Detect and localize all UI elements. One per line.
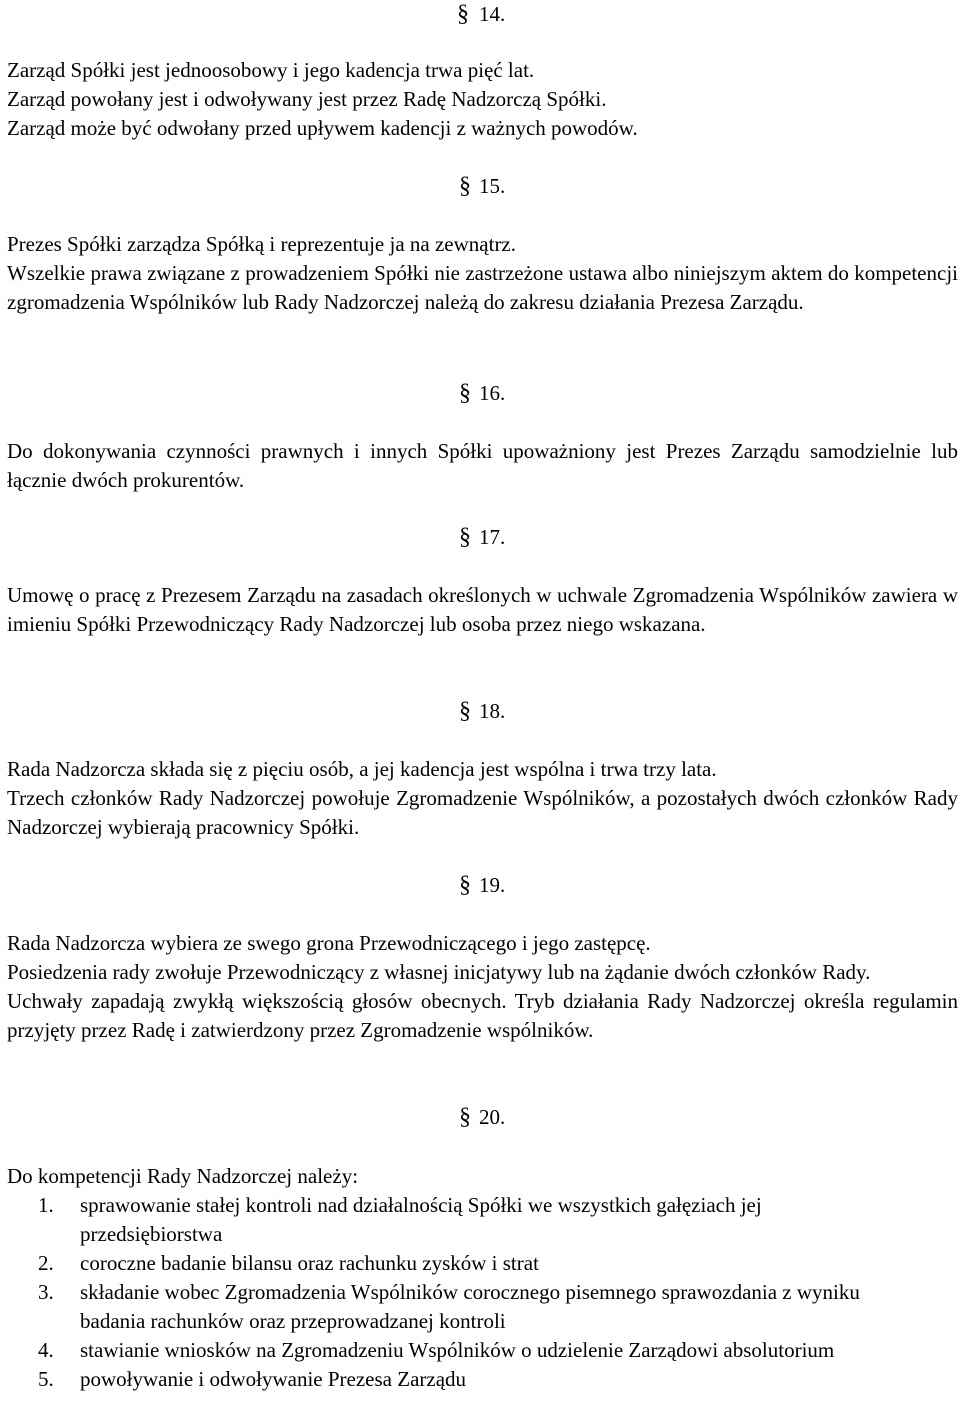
list-item-text: powoływanie i odwoływanie Prezesa Zarządu xyxy=(80,1367,467,1391)
paragraph: Uchwały zapadają zwykłą większością głosów obecnych. Tryb działania Rady Nadzorczej określa regulamin przyjęty przez Radę i zatwierdzony przez Zgromadzenie wspólników. xyxy=(7,989,958,1042)
section-17-text xyxy=(7,581,958,639)
section-symbol: § xyxy=(459,698,471,724)
list-item-text: stawianie wniosków na Zgromadzeniu Wspólników o udzielenie Zarządowi absolutorium xyxy=(80,1338,835,1362)
paragraph: Wszelkie prawa związane z prowadzeniem Spółki nie zastrzeżone ustawa albo niniejszym aktem do kompetencji zgromadzenia Wspólników lub Rady Nadzorczej należą do zakresu działania Prezesa Zarządu. xyxy=(7,261,958,314)
paragraph: Do dokonywania czynności prawnych i innych Spółki upoważniony jest Prezes Zarządu samodzielnie lub łącznie dwóch prokurentów. xyxy=(7,439,958,492)
list-item-text: coroczne badanie bilansu oraz rachunku zysków i strat xyxy=(80,1251,539,1275)
section-heading-18 xyxy=(0,697,960,726)
section-number: 14. xyxy=(479,2,506,26)
list-item-number: 5. xyxy=(38,1367,54,1391)
paragraph: Prezes Spółki zarządza Spółką i reprezentuje ja na zewnątrz. xyxy=(7,232,517,256)
section-heading-16 xyxy=(0,379,960,408)
paragraph: Zarząd Spółki jest jednoosobowy i jego kadencja trwa pięć lat. xyxy=(7,58,535,82)
section-number: 16. xyxy=(479,381,506,405)
paragraph: Rada Nadzorcza składa się z pięciu osób, a jej kadencja jest wspólna i trwa trzy lata. xyxy=(7,757,717,781)
list-item-number: 3. xyxy=(38,1280,54,1304)
section-heading-20 xyxy=(0,1103,960,1132)
list-item xyxy=(7,1336,907,1365)
section-symbol: § xyxy=(459,1104,471,1130)
section-20-text xyxy=(7,1162,958,1191)
section-symbol: § xyxy=(459,524,471,550)
paragraph: Zarząd powołany jest i odwoływany jest przez Radę Nadzorczą Spółki. xyxy=(7,87,607,111)
list-item-number: 1. xyxy=(38,1193,54,1217)
section-number: 15. xyxy=(479,174,506,198)
paragraph: Zarząd może być odwołany przed upływem kadencji z ważnych powodów. xyxy=(7,116,638,140)
paragraph: Do kompetencji Rady Nadzorczej należy: xyxy=(7,1164,359,1188)
section-number: 18. xyxy=(479,699,506,723)
list-item xyxy=(7,1278,907,1336)
section-symbol: § xyxy=(457,1,469,27)
list-item xyxy=(7,1365,907,1394)
section-number: 19. xyxy=(479,873,506,897)
section-heading-17 xyxy=(0,523,960,552)
competence-list xyxy=(7,1191,907,1394)
list-item-text: składanie wobec Zgromadzenia Wspólników corocznego pisemnego sprawozdania z wyniku badania rachunków oraz przeprowadzanej kontroli xyxy=(80,1280,860,1333)
section-14-text xyxy=(7,56,958,143)
list-item xyxy=(7,1191,907,1249)
section-symbol: § xyxy=(459,872,471,898)
list-item-number: 2. xyxy=(38,1251,54,1275)
list-item-number: 4. xyxy=(38,1338,54,1362)
section-number: 17. xyxy=(479,525,506,549)
section-18-text xyxy=(7,755,958,842)
section-15-text xyxy=(7,230,958,317)
section-19-text xyxy=(7,929,958,1045)
paragraph: Posiedzenia rady zwołuje Przewodniczący z własnej inicjatywy lub na żądanie dwóch członków Rady. xyxy=(7,960,871,984)
section-heading-14 xyxy=(0,0,960,29)
section-symbol: § xyxy=(459,173,471,199)
paragraph: Trzech członków Rady Nadzorczej powołuje Zgromadzenie Wspólników, a pozostałych dwóch członków Rady Nadzorczej wybierają pracownicy Spółki. xyxy=(7,786,958,839)
section-16-text xyxy=(7,437,958,495)
paragraph: Rada Nadzorcza wybiera ze swego grona Przewodniczącego i jego zastępcę. xyxy=(7,931,651,955)
list-item-text: sprawowanie stałej kontroli nad działalnością Spółki we wszystkich gałęziach jej przedsiębiorstwa xyxy=(80,1193,762,1246)
section-heading-15 xyxy=(0,172,960,201)
section-number: 20. xyxy=(479,1105,506,1129)
section-symbol: § xyxy=(459,380,471,406)
section-heading-19 xyxy=(0,871,960,900)
paragraph: Umowę o pracę z Prezesem Zarządu na zasadach określonych w uchwale Zgromadzenia Wspólników zawiera w imieniu Spółki Przewodniczący Rady Nadzorczej lub osoba przez niego wskazana. xyxy=(7,583,958,636)
list-item xyxy=(7,1249,907,1278)
